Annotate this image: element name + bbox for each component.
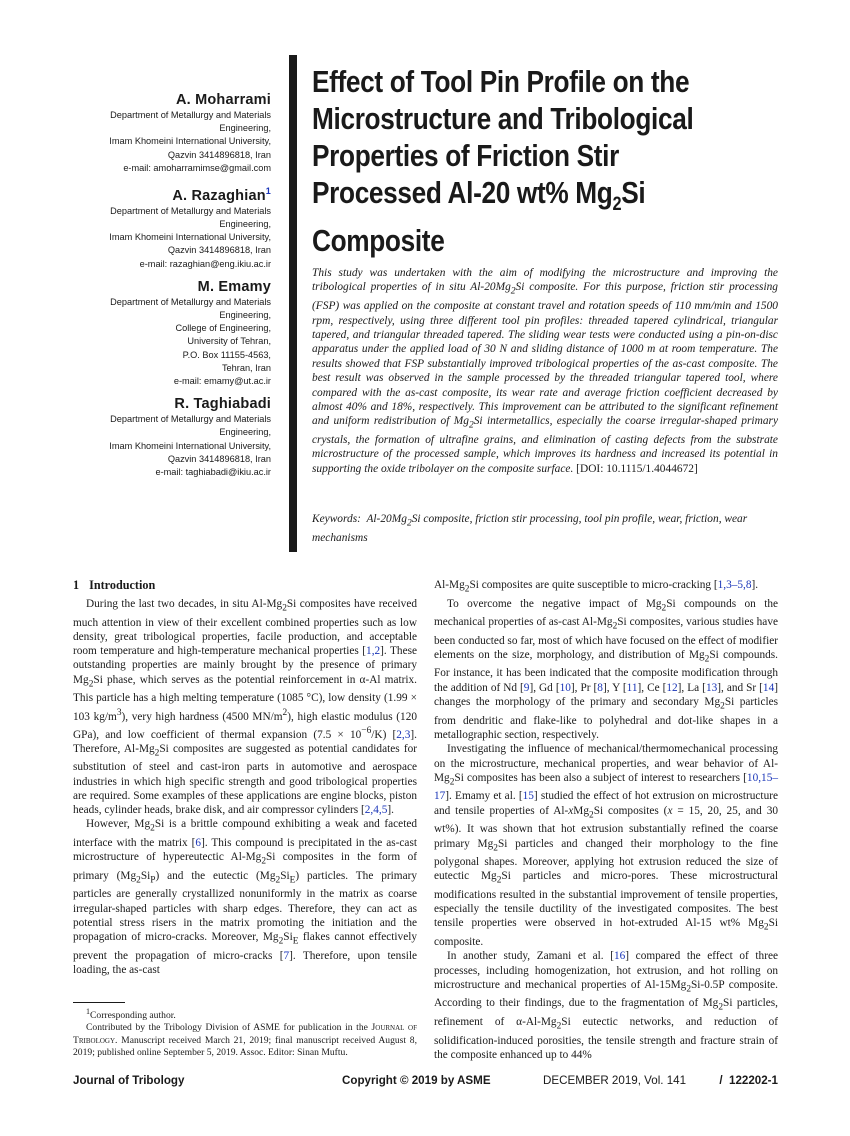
- author-email[interactable]: e-mail: taghiabadi@ikiu.ac.ir: [155, 467, 271, 478]
- title-accent-bar: [289, 55, 297, 552]
- citation-link[interactable]: 10: [559, 681, 571, 694]
- affiliation-line: Engineering,: [219, 219, 271, 230]
- author-name: M. Emamy: [197, 278, 271, 295]
- affiliation-line: Department of Metallurgy and Materials: [110, 205, 271, 216]
- title-line: Microstructure and Tribological: [312, 102, 694, 136]
- author-block: [95, 183, 271, 271]
- footnotes: [73, 1006, 417, 1059]
- body-column-right: [434, 578, 778, 1062]
- citation-link[interactable]: 11: [626, 681, 638, 694]
- affiliation-line: Imam Khomeini International University,: [109, 136, 271, 147]
- author-name: R. Taghiabadi: [174, 396, 271, 413]
- author-name: A. Moharrami: [175, 92, 271, 108]
- article-title: [312, 64, 708, 260]
- author-block: [95, 279, 271, 388]
- citation-link[interactable]: 1,2: [366, 645, 381, 658]
- footer-journal: Journal of Tribology: [73, 1074, 185, 1087]
- citation-link[interactable]: 6: [195, 836, 202, 849]
- author-email[interactable]: e-mail: amoharramimse@gmail.com: [123, 162, 271, 173]
- citation-link[interactable]: 8: [597, 681, 603, 694]
- section-heading: 1 Introduction: [73, 578, 156, 592]
- footnote-divider: [73, 1002, 125, 1003]
- paragraph: To overcome the negative impact of $Mg_2Si$ compounds on the mechanical properties of as-cast $Al-Mg_2Si$ composites, various studies have been conducted so far, most of which have focused on the effect of modifier elements on the size, morphology, and distribution of $Mg_2Si$ compounds. For instance, it has been indicated that the composite modification through the addition of Nd [9], Gd [10], Pr [8], Y [11], Ce [12], La [13], and Sr [14] changes the morphology of the primary and secondary $Mg_2Si$ particles from dendritic and flake-like to polyhedral and dot-like shapes in a metallographic section, respectively.: [434, 597, 779, 741]
- footnote: $^1$Corresponding author.: [86, 1007, 176, 1022]
- affiliation-line: Imam Khomeini International University,: [109, 440, 271, 451]
- affiliation-line: Qazvin 3414896818, Iran: [167, 149, 271, 160]
- citation-link[interactable]: 9: [523, 681, 530, 694]
- citation-link[interactable]: 2,4,5: [364, 804, 388, 817]
- citation-link[interactable]: 14: [762, 681, 775, 694]
- title-line: Composite: [312, 224, 445, 259]
- footer-copyright: Copyright © 2019 by ASME: [342, 1074, 491, 1087]
- affiliation-line: Department of Metallurgy and Materials: [110, 414, 271, 425]
- affiliation-line: Department of Metallurgy and Materials: [110, 296, 271, 307]
- paragraph: Investigating the influence of mechanical/thermomechanical processing on the microstructure, mechanical properties, and wear behavior of $Al-Mg_2Si$ composites has been also a subject of interest to researchers [10,15–17]. Emamy et al. [15] studied the effect of hot extrusion on microstructure and tensile properties of Al-xMg$_2$Si composites (x = 15, 20, 25, and 30 wt%). It was shown that hot extrusion substantially refined the coarse primary $Mg_2Si$ particles and changed their morphology to the fine polygonal shapes. Moreover, applying hot extrusion reduced the size of eutectic $Mg_2Si$ particles and micro-pores. These microstructural modifications resulted in the substantial improvement of tensile properties, especially the tensile ductility of the investigated composites. The best tensile properties were observed in hot-extruded Al-15 wt% $Mg_2Si$ composite.: [434, 743, 778, 949]
- footnote-marker[interactable]: 1: [265, 186, 271, 197]
- affiliation-line: Engineering,: [219, 310, 271, 321]
- paragraph: In another study, Zamani et al. [16] compared the effect of three processes, including homogenization, hot extrusion, and hot rolling on microstructure and mechanical properties of $Al-15Mg_2Si-0.5P$ composite. According to their findings, due to the fragmentation of $Mg_2Si$ particles, refinement of $\alpha-Al-Mg_2Si$ eutectic networks, and reduction of solidification-induced porosities, the tensile strength and fracture strain of the composite enhanced up to 44%: [434, 950, 778, 1061]
- citation-link[interactable]: 10,15–17: [434, 771, 778, 803]
- citation-link[interactable]: 16: [614, 950, 626, 963]
- title-line: Effect of Tool Pin Profile on the: [312, 65, 690, 99]
- page-footer: [73, 1074, 778, 1090]
- affiliation-line: Department of Metallurgy and Materials: [110, 110, 271, 120]
- affiliation-line: Qazvin 3414896818, Iran: [167, 453, 271, 464]
- title-line: Processed Al-20 wt% $Mg_2Si$: [312, 176, 646, 216]
- affiliation-line: P.O. Box 11155-4563,: [182, 349, 271, 360]
- affiliation-line: Imam Khomeini International University,: [109, 232, 271, 243]
- author-list: [95, 92, 271, 487]
- author-email[interactable]: e-mail: razaghian@eng.ikiu.ac.ir: [139, 258, 271, 269]
- footnote: Contributed by the Tribology Division of ASME for publication in the Journal of Tribology. Manuscript received March 21, 2019; final manuscript received August 8, 2019; published online September 5, 2019. Assoc. Editor: Sinan Muftu.: [73, 1022, 417, 1058]
- affiliation-line: Qazvin 3414896818, Iran: [167, 245, 271, 256]
- body-column-left: [73, 578, 417, 977]
- citation-link[interactable]: 13: [705, 681, 718, 694]
- citation-link[interactable]: 2,3: [396, 728, 411, 741]
- abstract: This study was undertaken with the aim of modifying the microstructure and improving the tribological properties of in situ $Al-20Mg_2Si$ composite. For this purpose, friction stir processing (FSP) was applied on the composite at constant travel and rotation speeds of 110 mm/min and 1500 rpm, respectively, using three different tool pin profiles: threaded tapered cylindrical, triangular tapered, and triangular threaded tapered. The sliding wear tests were conducted using a pin-on-disc apparatus under the applied load of 30 N and sliding distance of 1000 m at room temperature. The results showed that FSP substantially improved tribological properties of the as-cast composite. The best result was observed in the sample processed by the threaded triangular tapered tool, where compared with the as-cast composite, its wear rate and average friction coefficient decreased by almost 40% and 18%, respectively. This improvement can be attributed to the significant refinement and uniform redistribution of $Mg_2Si$ intermetallics, especially the coarse irregular-shaped primary crystals, the formation of ultrafine grains, and elimination of casting defects from the substrate microstructure of the processed sample, which improves its hardness and increased its potential in supporting the oxide tribolayer on the composite surface. [DOI: 10.1115/1.4044672]: [312, 267, 779, 475]
- title-line: Properties of Friction Stir: [312, 139, 619, 173]
- citation-link[interactable]: 1,3–5,8: [717, 579, 752, 591]
- footer-issue: DECEMBER 2019, Vol. 141: [543, 1074, 687, 1087]
- affiliation-line: University of Tehran,: [187, 336, 271, 347]
- author-email[interactable]: e-mail: emamy@ut.ac.ir: [173, 376, 271, 387]
- affiliation-line: Tehran, Iran: [221, 362, 271, 373]
- citation-link[interactable]: 15: [522, 790, 534, 803]
- affiliation-line: College of Engineering,: [175, 323, 271, 334]
- paragraph: During the last two decades, in situ $Al-Mg_2Si$ composites have received much attention in view of their excellent combined properties such as low density, great tribological properties, facile production, and acceptable room temperature and high-temperature mechanical properties [1,2]. These outstanding properties are mainly brought by the presence of primary $Mg_2Si$ phase, which serves as the potential reinforcement in α-Al matrix. This particle has a high melting temperature (1085 °C), low density (1.99 × 103 $kg/m^3$), very high hardness (4500 $MN/m^2$), high elastic modulus (120 GPa), and low coefficient of thermal expansion $(7.5 \times 10^{-6}/K)$ [2,3]. Therefore, $Al-Mg_2Si$ composites are suggested as potential candidates for substitution of steel and cast-iron parts in automotive and aerospace industries in which high specific strength and good tribological properties are required. Some examples of these applications are engine blocks, piston heads, cylinder heads, brake disk, and air compressor cylinders [2,4,5].: [73, 598, 417, 817]
- doi-link[interactable]: [DOI: 10.1115/1.4044672]: [576, 462, 698, 475]
- paragraph: However, $Mg_2Si$ is a brittle compound exhibiting a weak and faceted interface with the matrix [6]. This compound is precipitated in the as-cast microstructure of hypereutectic $Al-Mg_2Si$ composites in the form of primary $(Mg_2Si_P)$ and the eutectic $(Mg_2Si_E)$ particles. The primary particles are generally crystallized nonuniformly in the matrix as coarse irregular-shaped particles with sharp edges. Therefore, they can act as potential stress risers in the matrix promoting the initiation and the propagation of micro-cracks. Moreover, $Mg_2Si_E$ flakes cannot effectively prevent the propagation of micro-cracks [7]. Therefore, upon tensile loading, the as-cast: [73, 818, 418, 977]
- affiliation-line: Engineering,: [219, 427, 271, 438]
- author-block: [95, 396, 271, 479]
- citation-link[interactable]: 12: [666, 681, 678, 694]
- affiliation-line: Engineering,: [219, 123, 271, 134]
- footer-page-number: / 122202-1: [719, 1074, 778, 1087]
- author-block: [95, 92, 271, 175]
- author-name: A. Razaghian$^1$: [172, 186, 271, 204]
- paragraph: $Al-Mg_2Si$ composites are quite susceptible to micro-cracking [1,3–5,8].: [434, 579, 759, 595]
- keywords: Keywords: $Al-20Mg_2Si$ composite, friction stir processing, tool pin profile, wear, friction, wear mechanisms: [312, 513, 748, 544]
- citation-link[interactable]: 7: [283, 949, 290, 962]
